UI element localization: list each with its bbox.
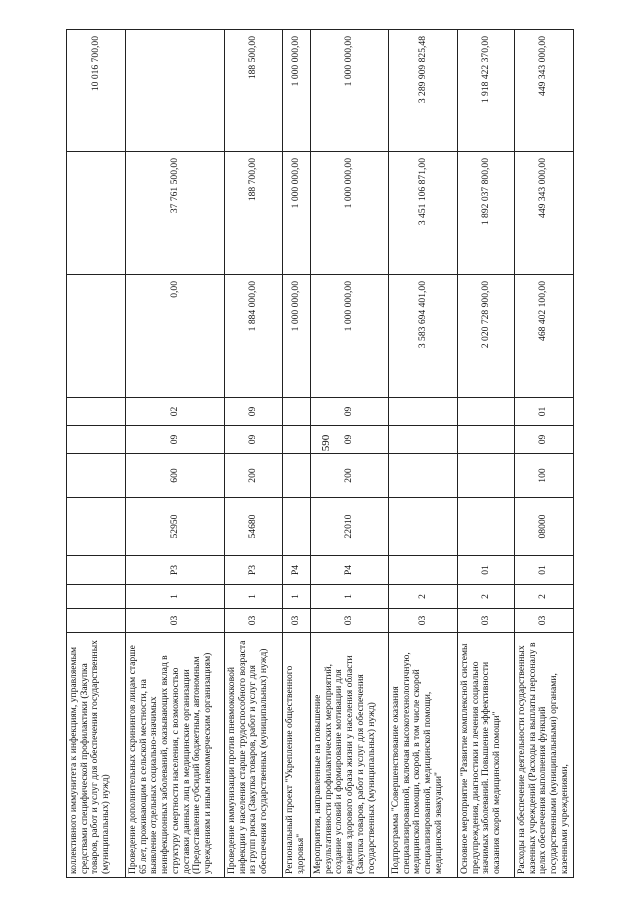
code-subprogram: 1	[225, 585, 283, 609]
amount-year-2: 1 000 000,00	[283, 152, 311, 275]
code-subsection	[458, 398, 515, 426]
row-name: Проведение дополнительных скринингов лицам старше 65 лет, проживающим в сельской местности, на выявление отдельных социально-значимых неинфекционных заболеваний, оказывающих вклад в структуру смертности населения, с возможностью доставки данных лиц в медицинские организации (Предоставление субсидий бюджетным, автономным учреждениям и иным некоммерческим организациям)	[126, 633, 225, 878]
code-measure: 01	[515, 556, 574, 585]
code-subprogram: 1	[126, 585, 225, 609]
code-direction: 54680	[225, 498, 283, 556]
table-row	[283, 30, 311, 878]
code-section	[389, 426, 458, 454]
code-program: 03	[311, 609, 389, 633]
code-section: 09	[515, 426, 574, 454]
code-direction	[283, 498, 311, 556]
code-direction: 22010	[311, 498, 389, 556]
row-name: Расходы на обеспечение деятельности государственных казенных учреждений (Расходы на выплаты персоналу в целях обеспечения выполнения функций государственными (муниципальными) органами, казенными учреждениями,	[515, 633, 574, 878]
code-section: 09	[225, 426, 283, 454]
amount-year-1: 1 000 000,00	[311, 275, 389, 398]
table-row	[225, 30, 283, 878]
row-name: Подпрограмма "Совершенствование оказания специализированной, включая высокотехнологичную, медицинской помощи, скорой, в том числе скорой специализированной, медицинской помощи, медицинской эвакуации"	[389, 633, 458, 878]
code-measure	[389, 556, 458, 585]
code-expense-type: 600	[126, 454, 225, 498]
amount-year-2	[67, 152, 126, 275]
table-row	[389, 30, 458, 878]
amount-year-1: 3 583 694 401,00	[389, 275, 458, 398]
amount-year-2: 37 761 500,00	[126, 152, 225, 275]
code-subsection: 09	[311, 398, 389, 426]
code-section	[458, 426, 515, 454]
code-direction: 08000	[515, 498, 574, 556]
code-subprogram: 2	[458, 585, 515, 609]
code-subprogram	[67, 585, 126, 609]
table-row	[311, 30, 389, 878]
amount-year-1: 1 000 000,00	[283, 275, 311, 398]
row-name: Мероприятия, направленные на повышение результативности профилактических мероприятий, создание условий и формирование мотивации для ведения здорового образа жизни у населения области (Закупка товаров, работ и услуг для обеспечения государственных (муниципальных) нужд)	[311, 633, 389, 878]
code-subsection: 01	[515, 398, 574, 426]
code-subprogram: 2	[389, 585, 458, 609]
code-subsection	[67, 398, 126, 426]
code-subprogram: 1	[283, 585, 311, 609]
page-number: 590	[320, 434, 332, 452]
code-program: 03	[283, 609, 311, 633]
code-expense-type	[389, 454, 458, 498]
code-expense-type: 200	[225, 454, 283, 498]
code-direction: 52950	[126, 498, 225, 556]
code-measure: 01	[458, 556, 515, 585]
amount-year-3: 10 016 700,00	[67, 30, 126, 152]
row-name: коллективного иммунитета к инфекциям, управляемым средствами специфической профилактики (Закупка товаров, работ и услуг для обеспечения государственных (муниципальных) нужд)	[67, 633, 126, 878]
amount-year-2: 449 343 000,00	[515, 152, 574, 275]
amount-year-1: 1 884 000,00	[225, 275, 283, 398]
amount-year-1	[67, 275, 126, 398]
amount-year-3: 3 289 909 825,48	[389, 30, 458, 152]
amount-year-2: 3 451 106 871,00	[389, 152, 458, 275]
amount-year-3: 1 000 000,00	[311, 30, 389, 152]
code-program: 03	[515, 609, 574, 633]
code-direction	[458, 498, 515, 556]
code-section	[67, 426, 126, 454]
row-name: Основное мероприятие "Развитие комплексной системы предупреждения, диагностики и лечения социально значимых заболеваний. Повышение эффективности оказания скорой медицинской помощи"	[458, 633, 515, 878]
table-row	[458, 30, 515, 878]
amount-year-3: 1 000 000,00	[283, 30, 311, 152]
code-measure: P4	[311, 556, 389, 585]
code-expense-type	[67, 454, 126, 498]
budget-table	[66, 29, 574, 878]
row-name: Проведение иммунизации против пневмококковой инфекции у населения старше трудоспособного возраста из групп риска (Закупка товаров, работ и услуг для обеспечения государственных (муниципальных) нужд)	[225, 633, 283, 878]
row-name: Региональный проект "Укрепление общественного здоровья"	[283, 633, 311, 878]
amount-year-3: 1 918 422 370,00	[458, 30, 515, 152]
code-expense-type	[283, 454, 311, 498]
code-section: 09	[126, 426, 225, 454]
code-expense-type: 100	[515, 454, 574, 498]
code-subsection	[389, 398, 458, 426]
amount-year-1: 2 020 728 900,00	[458, 275, 515, 398]
amount-year-2: 188 700,00	[225, 152, 283, 275]
table-row	[126, 30, 225, 878]
code-program	[67, 609, 126, 633]
code-subprogram: 1	[311, 585, 389, 609]
code-program: 03	[126, 609, 225, 633]
code-expense-type: 200	[311, 454, 389, 498]
budget-table-container	[66, 30, 640, 878]
code-subsection: 09	[225, 398, 283, 426]
code-direction	[389, 498, 458, 556]
amount-year-3: 449 343 000,00	[515, 30, 574, 152]
code-section	[283, 426, 311, 454]
amount-year-3: 188 500,00	[225, 30, 283, 152]
code-subsection: 02	[126, 398, 225, 426]
code-program: 03	[389, 609, 458, 633]
code-program: 03	[458, 609, 515, 633]
amount-year-3	[126, 30, 225, 152]
code-measure: P4	[283, 556, 311, 585]
code-measure	[67, 556, 126, 585]
amount-year-1: 0,00	[126, 275, 225, 398]
code-direction	[67, 498, 126, 556]
code-measure: P3	[225, 556, 283, 585]
code-expense-type	[458, 454, 515, 498]
table-row	[67, 30, 126, 878]
code-subprogram: 2	[515, 585, 574, 609]
code-program: 03	[225, 609, 283, 633]
code-measure: P3	[126, 556, 225, 585]
rotated-page	[66, 30, 640, 878]
code-section: 09	[311, 426, 389, 454]
amount-year-2: 1 000 000,00	[311, 152, 389, 275]
amount-year-2: 1 892 037 800,00	[458, 152, 515, 275]
amount-year-1: 468 402 100,00	[515, 275, 574, 398]
table-row	[515, 30, 574, 878]
code-subsection	[283, 398, 311, 426]
